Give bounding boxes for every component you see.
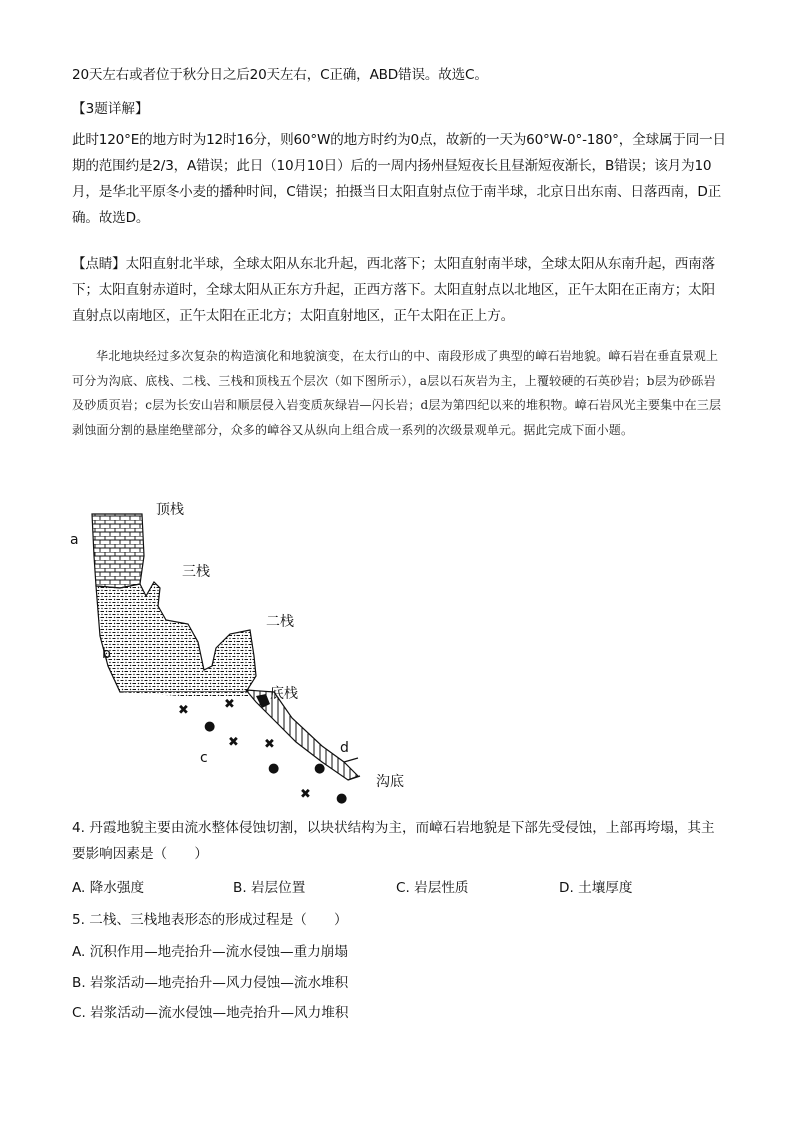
- label-b: b: [102, 646, 111, 662]
- continued-answer: 20天左右或者位于秋分日之后20天左右，C正确，ABD错误。故选C。: [72, 67, 488, 83]
- point-label: 【点睛】: [72, 256, 126, 272]
- svg-text:✖: ✖: [224, 697, 235, 712]
- q3-detail: 此时120°E的地方时为12时16分，则60°W的地方时约为0点，故新的一天为60°W-0°-180°，全球属于同一日期的范围约是2/3，A错误；此日（10月10日）后的一周内扬州昼短夜长且昼渐短夜渐长，B错误；该月为10月，是华北平原冬小麦的播种时间，C错误；拍摄当日太阳直射点位于南半球，北京日出东南、日落西南，D正确。故选D。: [72, 132, 726, 226]
- q3-heading: 【3题详解】: [72, 101, 149, 117]
- svg-text:✖: ✖: [300, 787, 311, 802]
- label-top-ledge: 顶栈: [156, 502, 184, 518]
- label-a: a: [70, 532, 79, 548]
- label-second-ledge: 二栈: [266, 614, 294, 630]
- svg-text:●: ●: [204, 719, 216, 734]
- label-valley: 沟底: [376, 774, 404, 790]
- label-c: c: [200, 750, 208, 766]
- svg-text:✖: ✖: [228, 735, 239, 750]
- svg-text:●: ●: [336, 791, 348, 806]
- label-base-ledge: 底栈: [270, 686, 298, 702]
- point-paragraph: [72, 251, 727, 329]
- rock-layer-diagram: [60, 496, 430, 816]
- svg-text:●: ●: [314, 761, 326, 776]
- svg-text:✖: ✖: [178, 703, 189, 718]
- label-d: d: [340, 740, 349, 756]
- q5-option-b: B. 岩浆活动—地壳抬升—风力侵蚀—流水堆积: [72, 975, 349, 991]
- label-third-ledge: 三栈: [182, 564, 210, 580]
- q4-option-b: B. 岩层位置: [233, 880, 306, 896]
- layer-b-base: [120, 692, 258, 696]
- intro-paragraph: 华北地块经过多次复杂的构造演化和地貌演变，在太行山的中、南段形成了典型的嶂石岩地貌。嶂石岩在垂直景观上可分为沟底、底栈、二栈、三栈和顶栈五个层次（如下图所示），a层以石灰岩为主，上覆较硬的石英砂岩；b层为砂砾岩及砂质页岩；c层为长安山岩和顺层侵入岩变质灰绿岩—闪长岩；d层为第四纪以来的堆积物。嶂石岩风光主要集中在三层剥蚀面分割的悬崖绝壁部分，众多的嶂谷又从纵向上组合成一系列的次级景观单元。据此完成下面小题。: [72, 349, 722, 437]
- layer-b-shape: [96, 582, 256, 692]
- svg-text:●: ●: [268, 761, 280, 776]
- q5-stem: 5. 二栈、三栈地表形态的形成过程是（ ）: [72, 912, 348, 928]
- layer-a-shape: [92, 514, 144, 588]
- q4-stem: 4. 丹霞地貌主要由流水整体侵蚀切割，以块状结构为主，而嶂石岩地貌是下部先受侵蚀，上部再垮塌，其主要影响因素是（ ）: [72, 820, 715, 862]
- q4-option-d: D. 土壤厚度: [559, 880, 633, 896]
- svg-text:✖: ✖: [264, 737, 275, 752]
- q5-option-c: C. 岩浆活动—流水侵蚀—地壳抬升—风力堆积: [72, 1005, 349, 1021]
- q5-option-a: A. 沉积作用—地壳抬升—流水侵蚀—重力崩塌: [72, 944, 348, 960]
- point-text: 太阳直射北半球，全球太阳从东北升起，西北落下；太阳直射南半球，全球太阳从东南升起，西南落下；太阳直射赤道时，全球太阳从正东方升起，正西方落下。太阳直射点以北地区，正午太阳在正南方；太阳直射点以南地区，正午太阳在正北方；太阳直射地区，正午太阳在正上方。: [72, 256, 715, 324]
- q4-option-a: A. 降水强度: [72, 880, 145, 896]
- q4-option-c: C. 岩层性质: [396, 880, 469, 896]
